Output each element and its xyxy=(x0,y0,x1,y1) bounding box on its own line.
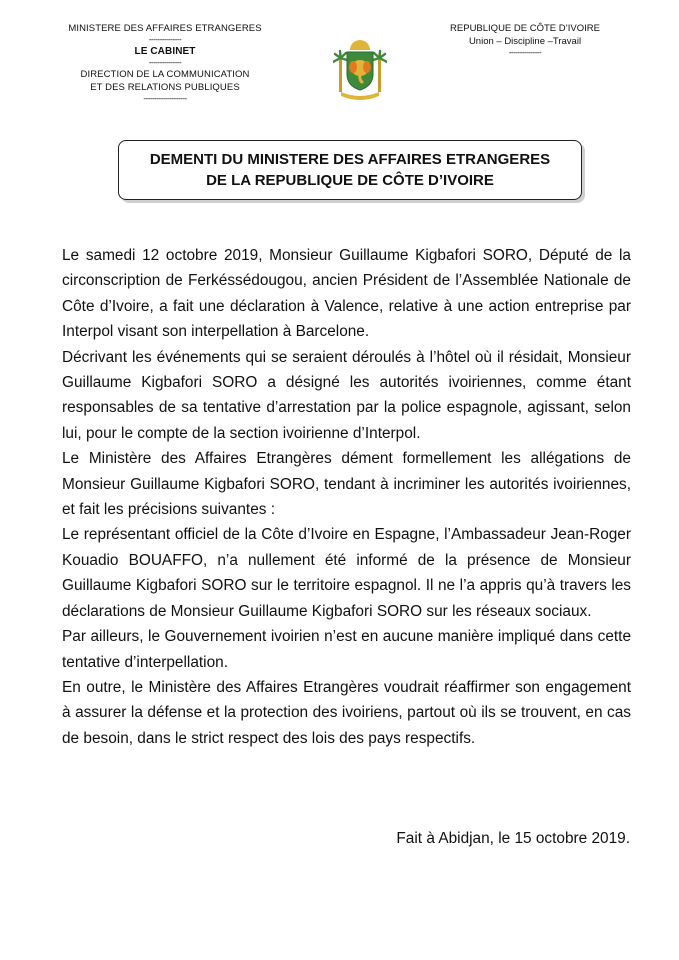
title-line-1: DEMENTI DU MINISTERE DES AFFAIRES ETRANGERES xyxy=(149,151,551,168)
separator: -------------------- xyxy=(143,94,187,103)
direction-line-1: DIRECTION DE LA COMMUNICATION xyxy=(80,69,250,80)
coat-of-arms-icon xyxy=(333,40,387,102)
paragraph: Le samedi 12 octobre 2019, Monsieur Guillaume Kigbafori SORO, Député de la circonscription de Ferkéssédougou, ancien Président de l’Assemblée Nationale de Côte d’Ivoire, a fait une déclaration à Valence, relative à une action entreprise par Interpol visant son interpellation à Barcelone. xyxy=(62,247,631,341)
republic-name: REPUBLIQUE DE CÔTE D’IVOIRE xyxy=(450,23,600,34)
title-line-2: DE LA REPUBLIQUE DE CÔTE D’IVOIRE xyxy=(206,172,494,189)
separator: --------------- xyxy=(508,48,542,57)
document-title xyxy=(118,140,582,200)
paragraph: Décrivant les événements qui se seraient déroulés à l’hôtel où il résidait, Monsieur Guillaume Kigbafori SORO a désigné les autorités ivoiriennes, comme étant responsables de sa tentative d’arrestation par la police espagnole, agissant, selon lui, pour le compte de la section ivoirienne d’Interpol. xyxy=(62,348,631,442)
cabinet-label: LE CABINET xyxy=(134,46,196,57)
paragraph: En outre, le Ministère des Affaires Etrangères voudrait réaffirmer son engagement à assurer la défense et la protection des ivoiriens, partout où ils se trouvent, en cas de besoin, dans le strict respect des lois des pays respectifs. xyxy=(62,678,631,747)
place-and-date: Fait à Abidjan, le 15 octobre 2019. xyxy=(396,830,630,847)
national-motto: Union – Discipline –Travail xyxy=(468,36,582,47)
separator: --------------- xyxy=(148,35,182,44)
paragraph: Le Ministère des Affaires Etrangères dément formellement les allégations de Monsieur Guillaume Kigbafori SORO, tendant à incriminer les autorités ivoiriennes, et fait les précisions suivantes : xyxy=(62,450,631,519)
direction-line-2: ET DES RELATIONS PUBLIQUES xyxy=(90,82,240,93)
ministry-block xyxy=(40,22,290,104)
separator: --------------- xyxy=(148,58,182,67)
ministry-name: MINISTERE DES AFFAIRES ETRANGERES xyxy=(68,23,262,34)
republic-block xyxy=(420,22,630,58)
paragraph: Le représentant officiel de la Côte d’Ivoire en Espagne, l’Ambassadeur Jean-Roger Kouadio BOUAFFO, n’a nullement été informé de la présence de Monsieur Guillaume Kigbafori SORO sur le territoire espagnol. Il ne l’a appris qu’à travers les déclarations de Monsieur Guillaume Kigbafori SORO sur les réseaux sociaux. xyxy=(62,526,631,620)
letterhead xyxy=(0,0,679,130)
document-body xyxy=(62,243,631,751)
paragraph: Par ailleurs, le Gouvernement ivoirien n’est en aucune manière impliqué dans cette tentative d’interpellation. xyxy=(62,628,631,671)
